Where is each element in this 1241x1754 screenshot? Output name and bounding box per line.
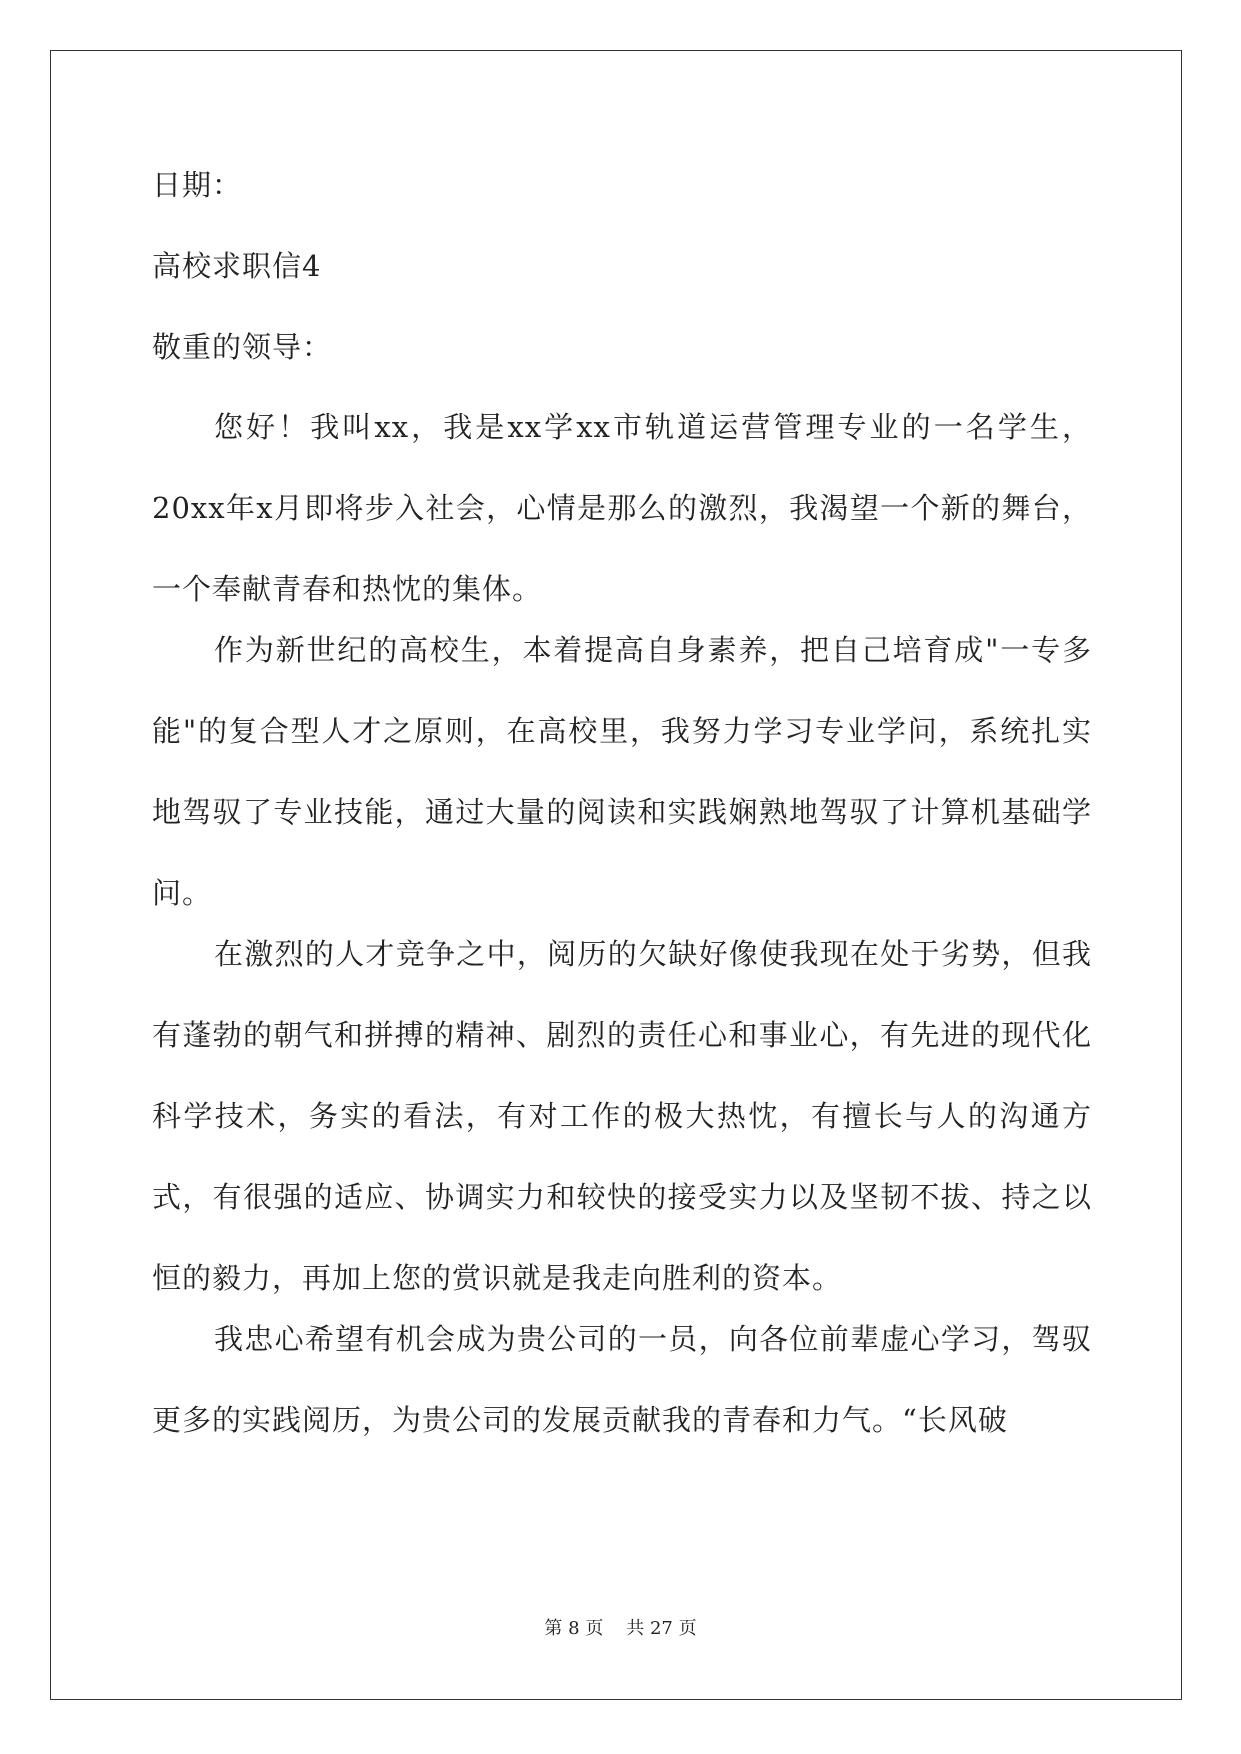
paragraph-2: 作为新世纪的高校生，本着提高自身素养，把自己培育成"一专多能"的复合型人才之原则，在高校里，我努力学习专业学问，系统扎实地驾驭了专业技能，通过大量的阅读和实践娴熟地驾驭了计算机基础学问。 <box>152 633 1092 910</box>
date-line: 日期： <box>152 168 243 202</box>
page-number: 第 8 页 <box>544 1618 604 1639</box>
paragraph-4: 我忠心希望有机会成为贵公司的一员，向各位前辈虚心学习，驾驭更多的实践阅历，为贵公司的发展贡献我的青春和力气。“长风破 <box>152 1322 1092 1437</box>
paragraph-3: 在激烈的人才竞争之中，阅历的欠缺好像使我现在处于劣势，但我有蓬勃的朝气和拼搏的精神、剧烈的责任心和事业心，有先进的现代化科学技术，务实的看法，有对工作的极大热忱，有擅长与人的沟通方式，有很强的适应、协调实力和较快的接受实力以及坚韧不拔、持之以恒的毅力，再加上您的赏识就是我走向胜利的资本。 <box>152 937 1092 1295</box>
page-footer <box>0 1614 1241 1640</box>
letter-title: 高校求职信4 <box>152 249 322 283</box>
document-body <box>152 165 1092 1441</box>
page-total: 共 27 页 <box>626 1618 697 1639</box>
paragraph-1: 您好！我叫xx，我是xx学xx市轨道运营管理专业的一名学生，20xx年x月即将步入社会，心情是那么的激烈，我渴望一个新的舞台，一个奉献青春和热忱的集体。 <box>152 410 1092 606</box>
salutation: 敬重的领导： <box>152 330 333 364</box>
